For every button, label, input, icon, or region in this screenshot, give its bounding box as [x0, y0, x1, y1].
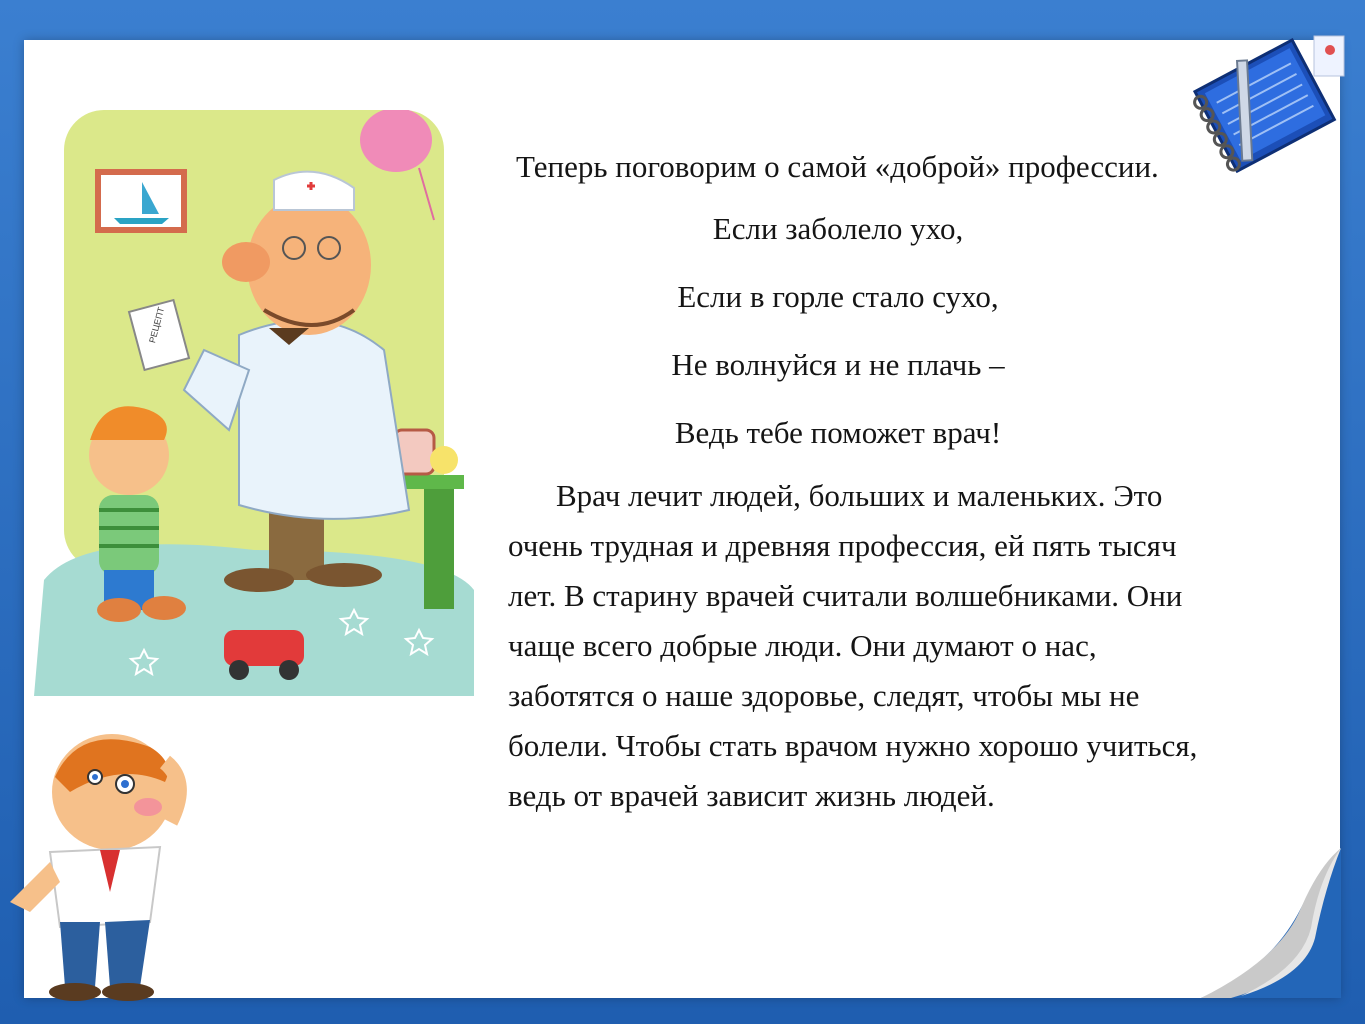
poem-line: Если в горле стало сухо,	[677, 279, 999, 314]
slide-text	[508, 145, 1208, 821]
doctor-illustration	[24, 110, 494, 696]
poem	[508, 195, 1208, 467]
poem-line: Если заболело ухо,	[712, 211, 964, 246]
poem-line: Не волнуйся и не плачь –	[671, 347, 1005, 382]
prescription-label: РЕЦЕПТ	[147, 306, 167, 345]
page-curl	[1201, 848, 1341, 998]
poem-line: Ведь тебе поможет врач!	[674, 415, 1002, 450]
thinking-boy-illustration	[0, 722, 200, 1002]
description-paragraph: Врач лечит людей, больших и маленьких. Это очень трудная и древняя профессия, ей пять тысяч лет. В старину врачей считали волшебниками. Они чаще всего добрые люди. Они думают о нас, заботятся о наше здоровье, следят, чтобы мы не болели. Чтобы стать врачом нужно хорошо учиться, ведь от врачей зависит жизнь людей.	[508, 478, 1198, 813]
intro-text: Теперь поговорим о самой «доброй» профессии.	[516, 149, 1159, 184]
